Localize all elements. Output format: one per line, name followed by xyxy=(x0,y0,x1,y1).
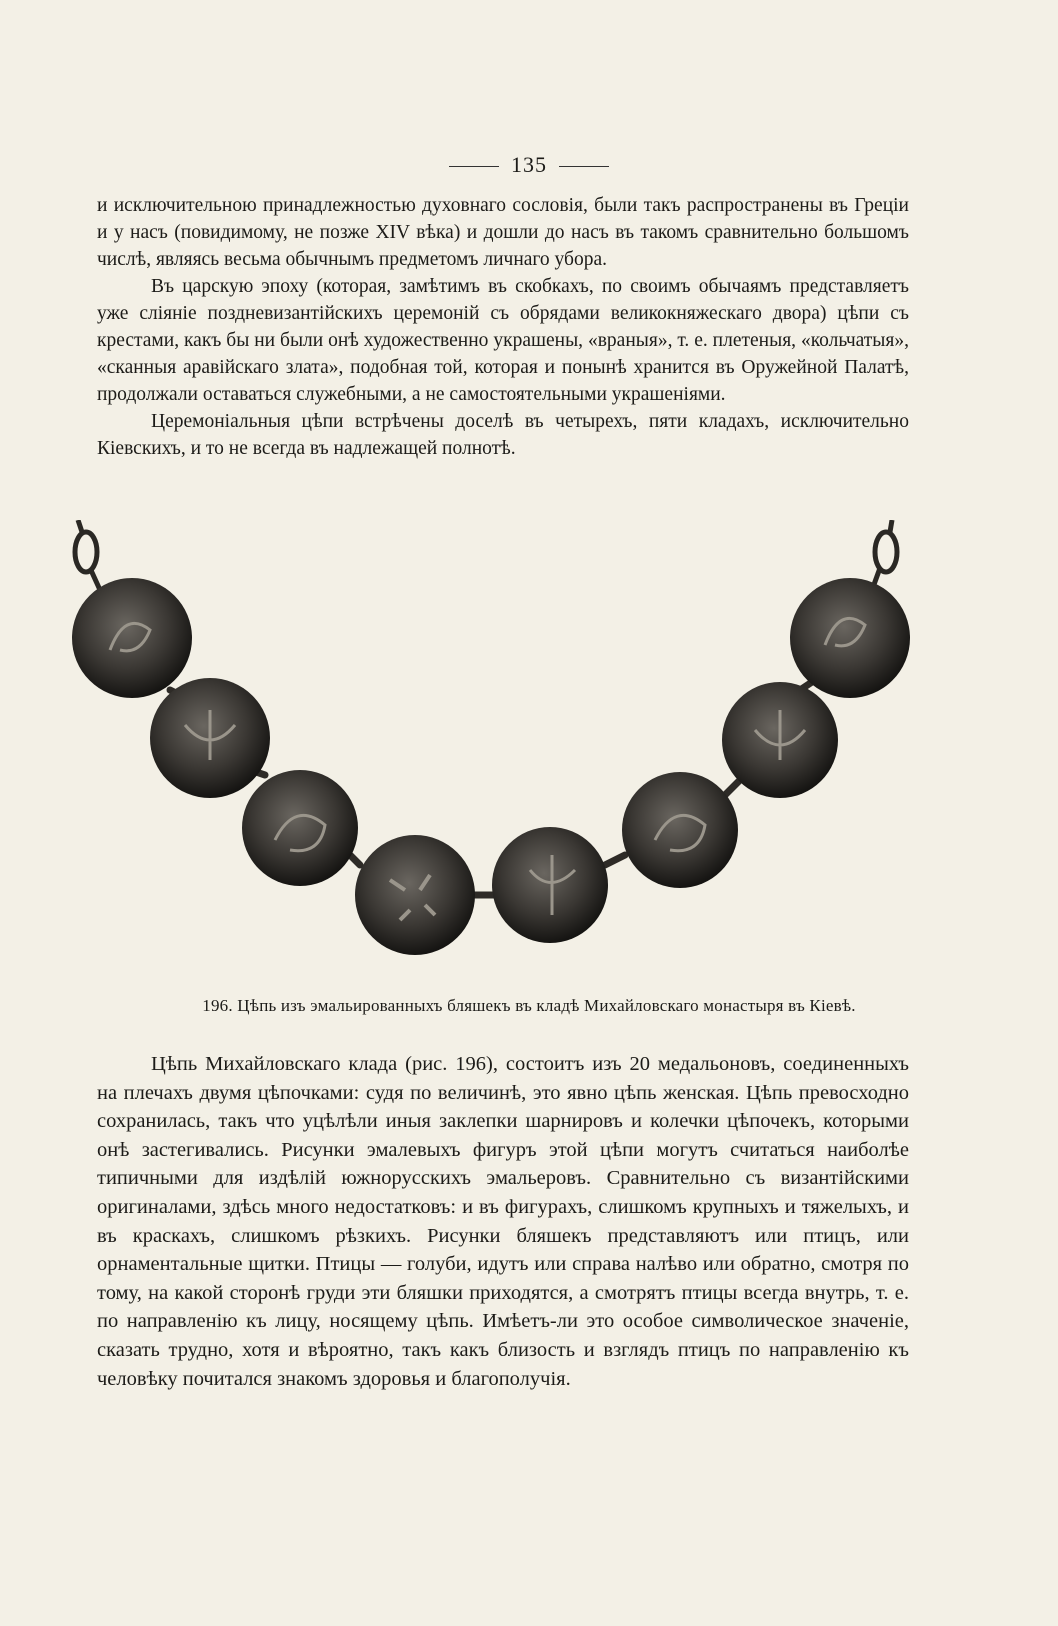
chain-photograph xyxy=(60,520,960,990)
medallion xyxy=(492,827,608,943)
medallion xyxy=(790,578,910,698)
text-block-bottom xyxy=(97,1050,909,1393)
medallion xyxy=(150,678,270,798)
text-block-top xyxy=(97,192,909,462)
paragraph: Церемоніальныя цѣпи встрѣчены доселѣ въ четырехъ, пяти кладахъ, исключительно Кіевскихъ, и то не всегда въ надлежащей полнотѣ. xyxy=(97,411,909,459)
page-number xyxy=(0,152,1058,178)
medallion xyxy=(722,682,838,798)
medallion xyxy=(355,835,475,955)
page-number-text: 135 xyxy=(511,152,547,177)
divider xyxy=(559,166,609,167)
paragraph: Цѣпь Михайловскаго клада (рис. 196), состоитъ изъ 20 медальоновъ, соединенныхъ на плечахъ двумя цѣпочками: судя по величинѣ, это явно цѣпь женская. Цѣпь превосходно сохранилась, такъ что уцѣлѣли иныя заклепки шарнировъ и колечки цѣпочекъ, которыми онѣ застегивались. Рисунки эмалевыхъ фигуръ этой цѣпи могутъ считаться наиболѣе типичными для издѣлій южнорусскихъ эмальеровъ. Сравнительно съ византійскими оригиналами, здѣсь много недостатковъ: и въ фигурахъ, слишкомъ крупныхъ и тяжелыхъ, и въ краскахъ, слишкомъ рѣзкихъ. Рисунки бляшекъ представляютъ или птицъ, или орнаментальные щитки. Птицы — голуби, идутъ или справа налѣво или обратно, смотря по тому, на какой сторонѣ груди эти бляшки приходятся, а смотрятъ птицы всегда внутрь, т. е. по направленію къ лицу, носящему цѣпь. Имѣетъ-ли это особое символическое значеніе, сказать трудно, хотя и вѣроятно, такъ какъ близость и взглядъ птицъ по направленію къ человѣку почитался знакомъ здоровья и благополучія. xyxy=(97,1053,909,1390)
paragraph: и исключительною принадлежностью духовнаго сословія, были такъ распространены въ Греціи и у насъ (повидимому, не позже XIV вѣка) и дошли до насъ въ такомъ сравнительно большомъ числѣ, являясь весьма обычнымъ предметомъ личнаго убора. xyxy=(97,195,909,270)
figure-caption: 196. Цѣпь изъ эмальированныхъ бляшекъ въ кладѣ Михайловскаго монастыря въ Кіевѣ. xyxy=(202,996,856,1015)
medallion xyxy=(72,578,192,698)
right-loop xyxy=(872,520,897,590)
paragraph: Въ царскую эпоху (которая, замѣтимъ въ скобкахъ, по своимъ обычаямъ представляетъ уже сліяніе поздневизантійскихъ церемоній съ обрядами великокняжескаго двора) цѣпи съ крестами, какъ бы ни были онѣ художественно украшены, «враныя», т. е. плетеныя, «кольчатыя», «сканныя аравійскаго злата», подобная той, которая и понынѣ хранится въ Оружейной Палатѣ, продолжали оставаться служебными, а не самостоятельными украшеніями. xyxy=(97,276,909,405)
left-loop xyxy=(75,520,100,590)
medallion xyxy=(622,772,738,888)
divider xyxy=(449,166,499,167)
medallion xyxy=(242,770,358,886)
